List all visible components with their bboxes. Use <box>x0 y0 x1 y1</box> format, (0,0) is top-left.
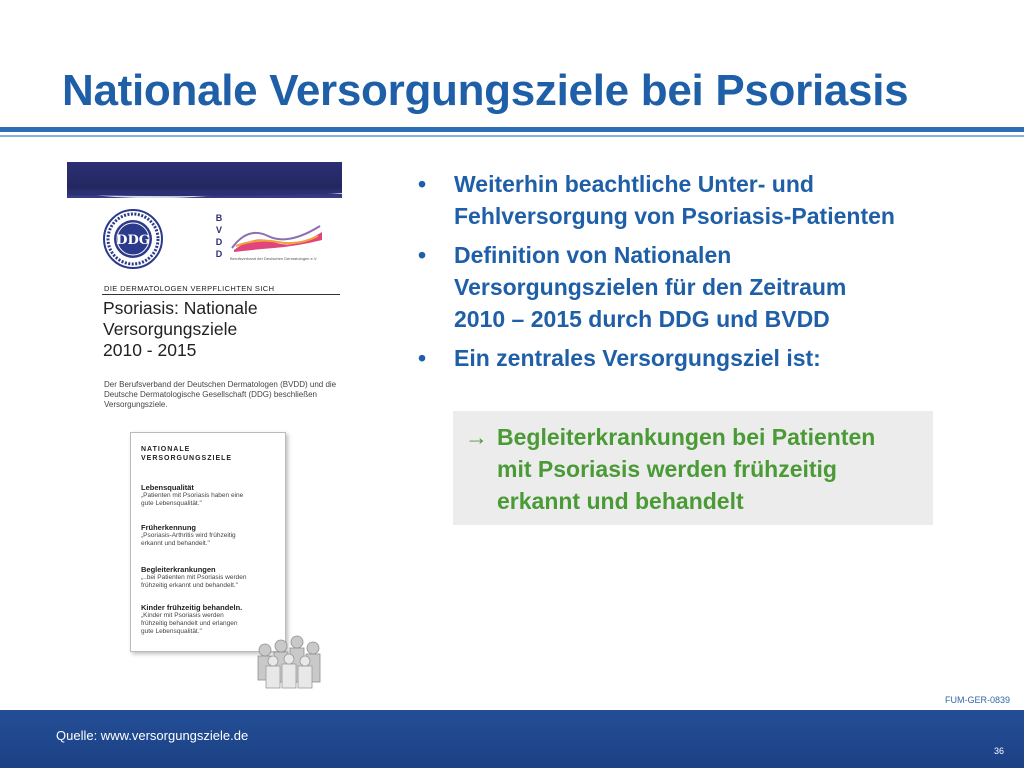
brochure-subtitle: DIE DERMATOLOGEN VERPFLICHTEN SICH <box>104 284 275 293</box>
reference-code: FUM-GER-0839 <box>944 695 1010 705</box>
people-figures-icon <box>252 626 332 690</box>
bvdd-caption: Berufsverband der Deutschen Dermatologen e.V. <box>230 256 318 261</box>
brochure-rule <box>102 294 340 295</box>
highlight-text: Begleiterkrankungen bei Patienten mit Psoriasis werden frühzeitig erkannt und behandelt <box>497 424 876 514</box>
svg-text:DDG: DDG <box>116 233 150 248</box>
brochure-heading: Psoriasis: Nationale Versorgungsziele 2010 - 2015 <box>103 298 258 360</box>
inner-card-item: Kinder frühzeitig behandeln. „Kinder mit Psoriasis werden frühzeitig behandelt und erlangen gute Lebensqualität." <box>141 603 243 635</box>
title-divider <box>0 127 1024 132</box>
inner-card-item: Früherkennung „Psoriasis-Arthritis wird frühzeitig erkannt und behandelt." <box>141 523 236 547</box>
inner-card-item: Begleiterkrankungen „..bei Patienten mit Psoriasis werden frühzeitig erkannt und behandelt." <box>141 565 247 589</box>
brochure-image <box>64 160 342 700</box>
brochure-description: Der Berufsverband der Deutschen Dermatologen (BVDD) und die Deutsche Dermatologische Gesellschaft (DDG) beschließen Versorgungsziele. <box>104 380 337 409</box>
source-citation: Quelle: www.versorgungsziele.de <box>56 728 249 743</box>
title-divider-thin <box>0 135 1024 137</box>
bullet-item: • Ein zentrales Versorgungsziel ist: <box>418 342 978 374</box>
bullet-item: • Definition von Nationalen Versorgungszielen für den Zeitraum 2010 – 2015 durch DDG und BVDD <box>418 239 978 335</box>
bvdd-letters: B V D D <box>215 213 223 259</box>
slide-title: Nationale Versorgungsziele bei Psoriasis <box>62 66 909 115</box>
arrow-right-icon: → <box>465 424 488 450</box>
inner-card-heading: NATIONALE VERSORGUNGSZIELE <box>141 446 233 462</box>
ddg-seal-logo <box>102 208 164 270</box>
bullet-dot-icon: • <box>418 171 427 197</box>
inner-card-item: Lebensqualität „Patienten mit Psoriasis haben eine gute Lebensqualität." <box>141 483 244 507</box>
brochure-inner-card <box>130 432 286 652</box>
bullet-list <box>418 168 978 381</box>
bullet-dot-icon: • <box>418 345 427 371</box>
page-number: 36 <box>993 746 1004 756</box>
brochure-wave <box>67 192 342 202</box>
bvdd-logo <box>228 220 324 254</box>
footer-bar <box>0 710 1024 768</box>
bullet-item: • Weiterhin beachtliche Unter- und Fehlversorgung von Psoriasis-Patienten <box>418 168 978 232</box>
bullet-dot-icon: • <box>418 242 427 268</box>
highlight-box <box>453 411 933 525</box>
